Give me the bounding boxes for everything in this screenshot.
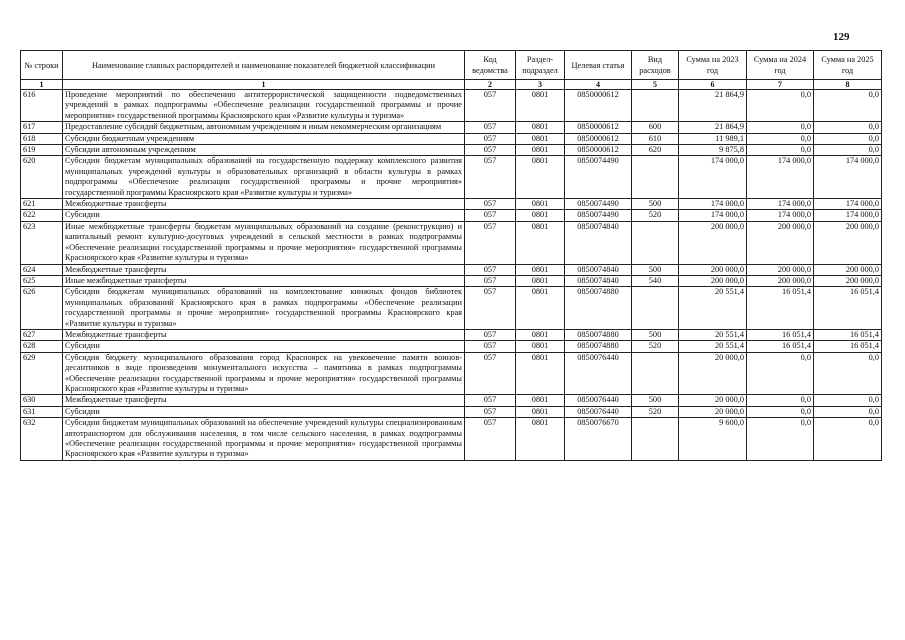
row-name: Субсидии автономным учреждениям — [63, 145, 465, 156]
sum-2024: 174 000,0 — [747, 156, 814, 199]
sum-2023: 20 551,4 — [679, 341, 747, 352]
row-name: Межбюджетные трансферты — [63, 199, 465, 210]
row-number: 619 — [21, 145, 63, 156]
row-number: 621 — [21, 199, 63, 210]
row-number: 629 — [21, 352, 63, 395]
sum-2023: 9 875,8 — [679, 145, 747, 156]
target-code: 0850076440 — [565, 352, 632, 395]
dept-code: 057 — [465, 287, 516, 330]
column-number: 1 — [21, 80, 63, 90]
row-number: 623 — [21, 221, 63, 264]
dept-code: 057 — [465, 395, 516, 406]
sum-2024: 0,0 — [747, 352, 814, 395]
row-name: Субсидии — [63, 406, 465, 417]
sum-2023: 21 864,9 — [679, 122, 747, 133]
header-target: Целевая статья — [565, 51, 632, 80]
target-code: 0850000612 — [565, 133, 632, 144]
section-code: 0801 — [516, 406, 565, 417]
table-row — [21, 395, 882, 406]
column-number: 8 — [814, 80, 882, 90]
sum-2024: 0,0 — [747, 90, 814, 122]
dept-code: 057 — [465, 221, 516, 264]
sum-2025: 0,0 — [814, 406, 882, 417]
row-name: Предоставление субсидий бюджетным, автономным учреждениям и иным некоммерческим организациям — [63, 122, 465, 133]
header-expense-type: Вид расходов — [632, 51, 679, 80]
row-name: Субсидии бюджетам муниципальных образований на государственную поддержку комплексного развития муниципальных учреждений культуры и образовательных организаций в области культуры в рамках подпрограммы «Обеспечение реализации государственной программы и прочие мероприятия» государственной программы Красноярского края «Развитие культуры и туризма» — [63, 156, 465, 199]
dept-code: 057 — [465, 352, 516, 395]
section-code: 0801 — [516, 287, 565, 330]
target-code: 0850074490 — [565, 210, 632, 221]
table-row — [21, 329, 882, 340]
sum-2024: 0,0 — [747, 133, 814, 144]
sum-2025: 174 000,0 — [814, 210, 882, 221]
dept-code: 057 — [465, 210, 516, 221]
target-code: 0850074840 — [565, 275, 632, 286]
header-row — [21, 51, 882, 80]
header-sum-2023: Сумма на 2023 год — [679, 51, 747, 80]
target-code: 0850074490 — [565, 156, 632, 199]
sum-2025: 200 000,0 — [814, 275, 882, 286]
expense-type: 520 — [632, 210, 679, 221]
row-name: Межбюджетные трансферты — [63, 264, 465, 275]
section-code: 0801 — [516, 275, 565, 286]
dept-code: 057 — [465, 406, 516, 417]
table-row — [21, 406, 882, 417]
row-name: Межбюджетные трансферты — [63, 329, 465, 340]
target-code: 0850000612 — [565, 90, 632, 122]
sum-2025: 0,0 — [814, 352, 882, 395]
column-number-row — [21, 80, 882, 90]
target-code: 0850000612 — [565, 122, 632, 133]
sum-2023: 20 000,0 — [679, 352, 747, 395]
sum-2025: 174 000,0 — [814, 199, 882, 210]
section-code: 0801 — [516, 145, 565, 156]
row-name: Субсидии бюджетным учреждениям — [63, 133, 465, 144]
table-row — [21, 264, 882, 275]
sum-2023: 11 989,1 — [679, 133, 747, 144]
target-code: 0850074840 — [565, 264, 632, 275]
column-number: 2 — [465, 80, 516, 90]
row-number: 627 — [21, 329, 63, 340]
table-row — [21, 122, 882, 133]
budget-table — [20, 50, 882, 461]
column-number: 6 — [679, 80, 747, 90]
sum-2024: 0,0 — [747, 406, 814, 417]
target-code: 0850074880 — [565, 341, 632, 352]
sum-2025: 0,0 — [814, 90, 882, 122]
table-row — [21, 133, 882, 144]
dept-code: 057 — [465, 341, 516, 352]
row-name: Иные межбюджетные трансферты — [63, 275, 465, 286]
header-sum-2024: Сумма на 2024 год — [747, 51, 814, 80]
sum-2024: 174 000,0 — [747, 199, 814, 210]
sum-2023: 20 551,4 — [679, 287, 747, 330]
row-name: Субсидии — [63, 341, 465, 352]
header-section: Раздел-подраздел — [516, 51, 565, 80]
row-number: 631 — [21, 406, 63, 417]
sum-2023: 200 000,0 — [679, 221, 747, 264]
expense-type — [632, 418, 679, 461]
dept-code: 057 — [465, 329, 516, 340]
row-number: 618 — [21, 133, 63, 144]
row-name: Субсидии — [63, 210, 465, 221]
dept-code: 057 — [465, 156, 516, 199]
sum-2024: 16 051,4 — [747, 329, 814, 340]
row-number: 620 — [21, 156, 63, 199]
expense-type: 500 — [632, 199, 679, 210]
expense-type — [632, 221, 679, 264]
dept-code: 057 — [465, 145, 516, 156]
column-number: 5 — [632, 80, 679, 90]
section-code: 0801 — [516, 418, 565, 461]
row-number: 617 — [21, 122, 63, 133]
section-code: 0801 — [516, 199, 565, 210]
expense-type — [632, 352, 679, 395]
column-number: 7 — [747, 80, 814, 90]
expense-type — [632, 156, 679, 199]
sum-2025: 174 000,0 — [814, 156, 882, 199]
table-row — [21, 156, 882, 199]
expense-type: 500 — [632, 264, 679, 275]
row-name: Субсидия бюджету муниципального образования город Красноярск на увековечение памяти воинов-десантников в виде произведения монументального искусства – памятника в рамках подпрограммы «Обеспечение реализации государственной программы и прочие мероприятия» государственной программы Красноярского края «Развитие культуры и туризма» — [63, 352, 465, 395]
header-sum-2025: Сумма на 2025 год — [814, 51, 882, 80]
sum-2023: 174 000,0 — [679, 210, 747, 221]
target-code: 0850076440 — [565, 406, 632, 417]
column-number: 4 — [565, 80, 632, 90]
dept-code: 057 — [465, 418, 516, 461]
sum-2025: 200 000,0 — [814, 221, 882, 264]
table-row — [21, 418, 882, 461]
table-row — [21, 352, 882, 395]
sum-2024: 0,0 — [747, 145, 814, 156]
expense-type: 500 — [632, 395, 679, 406]
target-code: 0850074840 — [565, 221, 632, 264]
section-code: 0801 — [516, 210, 565, 221]
sum-2025: 0,0 — [814, 395, 882, 406]
section-code: 0801 — [516, 352, 565, 395]
sum-2023: 9 600,0 — [679, 418, 747, 461]
column-number: 1 — [63, 80, 465, 90]
target-code: 0850076670 — [565, 418, 632, 461]
table-body — [21, 90, 882, 461]
expense-type: 500 — [632, 329, 679, 340]
row-number: 628 — [21, 341, 63, 352]
sum-2025: 0,0 — [814, 418, 882, 461]
sum-2023: 20 551,4 — [679, 329, 747, 340]
target-code: 0850074880 — [565, 329, 632, 340]
target-code: 0850000612 — [565, 145, 632, 156]
dept-code: 057 — [465, 264, 516, 275]
table-row — [21, 90, 882, 122]
table-row — [21, 275, 882, 286]
sum-2023: 20 000,0 — [679, 395, 747, 406]
target-code: 0850074490 — [565, 199, 632, 210]
section-code: 0801 — [516, 395, 565, 406]
row-number: 630 — [21, 395, 63, 406]
row-name: Субсидии бюджетам муниципальных образований на комплектование книжных фондов библиотек муниципальных образований Красноярского края в рамках подпрограммы «Обеспечение реализации государственной программы и прочие мероприятия» государственной программы Красноярского края «Развитие культуры и туризма» — [63, 287, 465, 330]
sum-2023: 200 000,0 — [679, 275, 747, 286]
row-name: Субсидии бюджетам муниципальных образований на обеспечение учреждений культуры специализированным автотранспортом для обслуживания населения, в том числе сельского населения, в рамках подпрограммы «Обеспечение реализации государственной программы и прочие мероприятия» государственной программы Красноярского края «Развитие культуры и туризма» — [63, 418, 465, 461]
sum-2023: 21 864,9 — [679, 90, 747, 122]
expense-type: 620 — [632, 145, 679, 156]
sum-2025: 0,0 — [814, 145, 882, 156]
sum-2023: 174 000,0 — [679, 156, 747, 199]
expense-type — [632, 90, 679, 122]
sum-2023: 200 000,0 — [679, 264, 747, 275]
dept-code: 057 — [465, 90, 516, 122]
sum-2024: 16 051,4 — [747, 287, 814, 330]
header-row-no: № строки — [21, 51, 63, 80]
row-number: 625 — [21, 275, 63, 286]
expense-type: 540 — [632, 275, 679, 286]
row-name: Межбюджетные трансферты — [63, 395, 465, 406]
sum-2025: 16 051,4 — [814, 287, 882, 330]
dept-code: 057 — [465, 199, 516, 210]
section-code: 0801 — [516, 90, 565, 122]
section-code: 0801 — [516, 221, 565, 264]
row-name: Проведение мероприятий по обеспечению антитеррористической защищенности подведомственных учреждений в рамках подпрограммы «Обеспечение реализации государственной программы и прочие мероприятия» государственной программы Красноярского края «Развитие культуры и туризма» — [63, 90, 465, 122]
expense-type: 520 — [632, 341, 679, 352]
sum-2024: 0,0 — [747, 395, 814, 406]
table-row — [21, 145, 882, 156]
section-code: 0801 — [516, 122, 565, 133]
table-row — [21, 210, 882, 221]
target-code: 0850074880 — [565, 287, 632, 330]
sum-2024: 16 051,4 — [747, 341, 814, 352]
section-code: 0801 — [516, 341, 565, 352]
dept-code: 057 — [465, 275, 516, 286]
expense-type: 600 — [632, 122, 679, 133]
dept-code: 057 — [465, 133, 516, 144]
row-number: 632 — [21, 418, 63, 461]
target-code: 0850076440 — [565, 395, 632, 406]
dept-code: 057 — [465, 122, 516, 133]
sum-2025: 0,0 — [814, 133, 882, 144]
table-row — [21, 287, 882, 330]
sum-2023: 174 000,0 — [679, 199, 747, 210]
sum-2025: 16 051,4 — [814, 329, 882, 340]
section-code: 0801 — [516, 133, 565, 144]
sum-2024: 200 000,0 — [747, 275, 814, 286]
expense-type — [632, 287, 679, 330]
expense-type: 520 — [632, 406, 679, 417]
sum-2024: 174 000,0 — [747, 210, 814, 221]
row-number: 624 — [21, 264, 63, 275]
header-name: Наименование главных распорядителей и наименование показателей бюджетной классификации — [63, 51, 465, 80]
row-number: 622 — [21, 210, 63, 221]
sum-2025: 0,0 — [814, 122, 882, 133]
section-code: 0801 — [516, 156, 565, 199]
row-number: 616 — [21, 90, 63, 122]
sum-2025: 16 051,4 — [814, 341, 882, 352]
expense-type: 610 — [632, 133, 679, 144]
table-row — [21, 199, 882, 210]
section-code: 0801 — [516, 329, 565, 340]
row-name: Иные межбюджетные трансферты бюджетам муниципальных образований на создание (реконструкцию) и капитальный ремонт культурно-досуговых учреждений в сельской местности в рамках подпрограммы «Обеспечение реализации государственной программы и прочие мероприятия» государственной программы Красноярского края «Развитие культуры и туризма» — [63, 221, 465, 264]
sum-2023: 20 000,0 — [679, 406, 747, 417]
table-row — [21, 221, 882, 264]
sum-2024: 200 000,0 — [747, 221, 814, 264]
column-number: 3 — [516, 80, 565, 90]
sum-2024: 200 000,0 — [747, 264, 814, 275]
page-number: 129 — [833, 31, 850, 43]
sum-2024: 0,0 — [747, 122, 814, 133]
section-code: 0801 — [516, 264, 565, 275]
table-row — [21, 341, 882, 352]
sum-2024: 0,0 — [747, 418, 814, 461]
row-number: 626 — [21, 287, 63, 330]
sum-2025: 200 000,0 — [814, 264, 882, 275]
header-dept-code: Код ведомства — [465, 51, 516, 80]
